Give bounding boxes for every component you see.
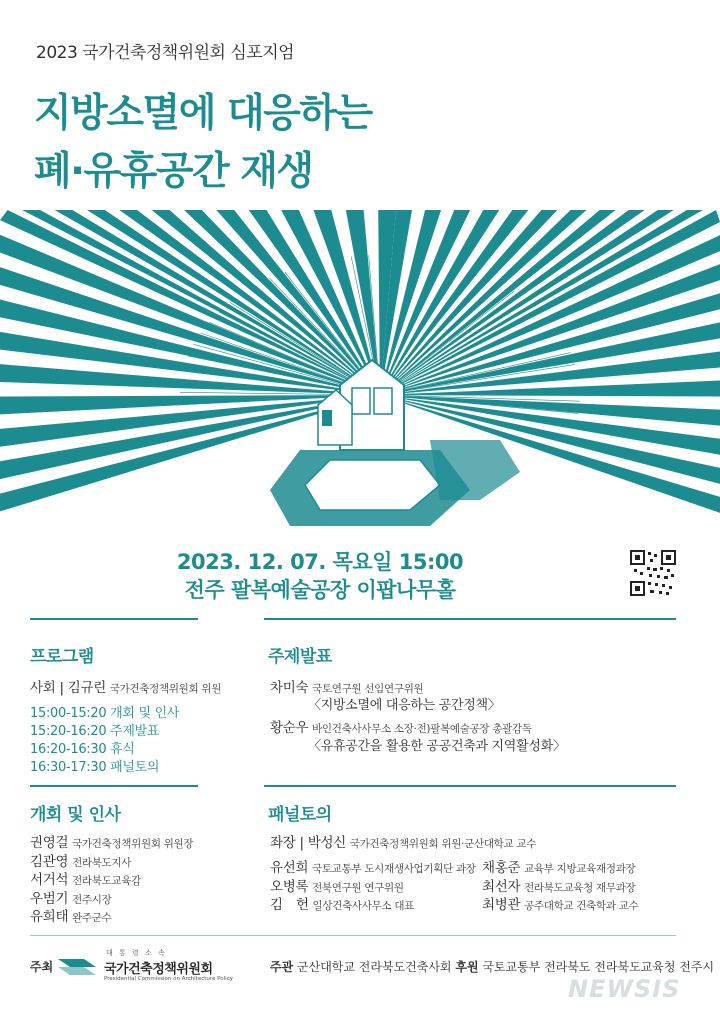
opening-person — [30, 831, 193, 851]
organizer-label: 주관 — [270, 960, 294, 974]
moderator-row — [30, 676, 221, 696]
opening-person — [30, 887, 111, 907]
organizers-row — [270, 958, 714, 975]
keynote-topic: 〈지방소멸에 대응하는 공간정책〉 — [308, 698, 501, 713]
opening-person — [30, 905, 111, 925]
logo-name: 국가건축정책위원회 — [104, 962, 213, 977]
host-label: 주최 — [30, 960, 54, 974]
footer-divider — [30, 935, 676, 936]
panelist-title: 전북연구원 연구위원 — [312, 882, 404, 894]
main-title-line2: 폐·유휴공간 재생 — [34, 149, 313, 194]
perspective-roof-illustration — [0, 210, 720, 526]
person-title: 전주시장 — [72, 894, 112, 906]
moderator-title: 국가건축정책위원회 위원 — [109, 683, 222, 695]
panelist-name: 오병록 — [270, 879, 309, 895]
panelist-name: 유선희 — [270, 860, 309, 876]
event-date: 2023. 12. 07. 목요일 15:00 — [176, 550, 464, 574]
panelist — [270, 893, 414, 913]
panel-chair — [270, 831, 536, 851]
panelist — [270, 875, 404, 895]
person-name: 서거석 — [30, 872, 69, 888]
opening-person — [30, 868, 141, 888]
panelist — [482, 875, 635, 895]
event-venue: 전주 팔복예술공장 이팝나무홀 — [184, 578, 456, 602]
speaker-title: 국토연구원 선임연구위원 — [312, 683, 424, 695]
opening-heading: 개회 및 인사 — [30, 805, 121, 825]
logo-subtext: 대 통 령 소 속 — [106, 949, 167, 957]
program-item: 15:20-16:20 주제발표 — [30, 724, 160, 739]
main-title-line1: 지방소멸에 대응하는 — [34, 91, 372, 136]
section-divider — [264, 785, 676, 787]
program-heading: 프로그램 — [30, 647, 94, 667]
person-name: 우범기 — [30, 891, 69, 907]
panelist — [482, 893, 638, 913]
chair-title: 국가건축정책위원회 위원·군산대학교 교수 — [349, 838, 537, 850]
newsis-watermark: NEWSIS — [568, 975, 681, 1003]
panelist-title: 일상건축사사무소 대표 — [312, 900, 414, 912]
keynote-speaker — [270, 716, 532, 736]
panelist-name: 최병관 — [482, 897, 521, 913]
organizer-list: 군산대학교 전라북도건축사회 — [297, 960, 452, 974]
panelist — [270, 856, 476, 876]
person-name: 권영걸 — [30, 835, 69, 851]
panelist-name: 채홍준 — [482, 860, 521, 876]
person-name: 김관영 — [30, 854, 69, 870]
keynote-heading: 주제발표 — [268, 647, 332, 667]
person-name: 유희태 — [30, 909, 69, 925]
symposium-subtitle: 2023 국가건축정책위원회 심포지엄 — [36, 43, 295, 63]
panel-heading: 패널토의 — [268, 805, 332, 825]
commission-logo-icon — [58, 955, 96, 977]
hero-illustration — [0, 210, 720, 526]
moderator-name: 사회 | 김규린 — [30, 680, 106, 696]
panelist-title: 공주대학교 건축학과 교수 — [524, 900, 639, 912]
sponsor-list: 국토교통부 전라북도 전라북도교육청 전주시 — [482, 960, 715, 974]
speaker-title: 바인건축사사무소 소장·전)팔복예술공장 총괄감독 — [312, 723, 532, 735]
panelist — [482, 856, 635, 876]
person-title: 완주군수 — [72, 912, 112, 924]
chair-name: 좌장 | 박성신 — [270, 835, 346, 851]
person-title: 전라북도교육감 — [72, 875, 141, 887]
sponsor-label: 후원 — [455, 960, 479, 974]
panelist-title: 국토교통부 도시재생사업기획단 과장 — [312, 863, 476, 875]
qr-code-icon[interactable] — [630, 550, 676, 596]
logo-english: Presidential Commission on Architecture Policy — [104, 976, 233, 982]
panelist-title: 교육부 지방교육재정과장 — [524, 863, 636, 875]
speaker-name: 차미숙 — [270, 680, 309, 696]
section-divider — [264, 618, 676, 620]
keynote-speaker — [270, 676, 423, 696]
panelist-name: 김 헌 — [270, 897, 309, 913]
section-divider — [30, 785, 198, 787]
program-item: 15:00-15:20 개회 및 인사 — [30, 706, 180, 721]
panelist-title: 전라북도교육청 재무과장 — [524, 882, 636, 894]
person-title: 국가건축정책위원회 위원장 — [72, 838, 194, 850]
program-item: 16:30-17:30 패널토의 — [30, 760, 160, 775]
section-divider — [30, 618, 198, 620]
keynote-topic: 〈유휴공간을 활용한 공공건축과 지역활성화〉 — [308, 739, 566, 754]
speaker-name: 황순우 — [270, 720, 309, 736]
panelist-name: 최선자 — [482, 879, 521, 895]
opening-person — [30, 850, 131, 870]
program-item: 16:20-16:30 휴식 — [30, 742, 135, 757]
person-title: 전라북도지사 — [72, 857, 132, 869]
